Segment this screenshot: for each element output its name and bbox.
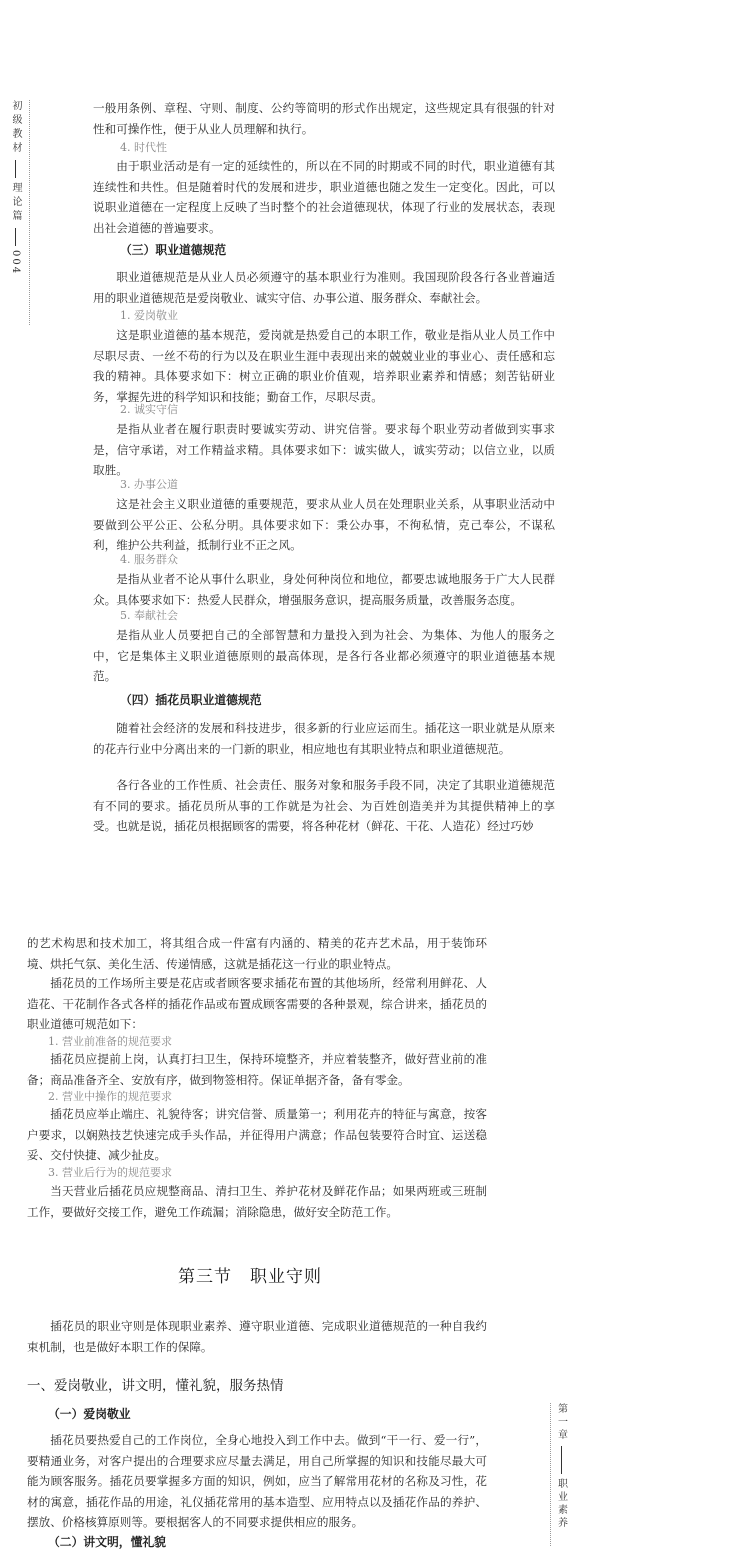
rule-3-paragraph: 当天营业后插花员应规整商品、清扫卫生、养护花材及鲜花作品；如果两班或三班制工作，要做好交接工作，避免工作疏漏；消除隐患，做好安全防范工作。 — [27, 1184, 487, 1219]
rule-heading: 1. 营业前准备的规范要求 — [48, 1035, 172, 1048]
heading-level-1: 一、爱岗敬业，讲文明，懂礼貌，服务热情 — [27, 1378, 284, 1394]
section-title: 第三节 职业守则 — [178, 1267, 322, 1287]
item-heading: 1. 爱岗敬业 — [120, 309, 178, 322]
section-4-paragraph-1: 随着社会经济的发展和科技进步，很多新的行业应运而生。插花这一职业就是从原来的花卉行业中分离出来的一门新的职业，相应地也有其职业特点和职业道德规范。 — [93, 721, 555, 756]
right-margin-tab — [553, 1403, 569, 1530]
chapter-title-label: 职业素养 — [555, 1478, 567, 1530]
rule-heading: 2. 营业中操作的规范要求 — [48, 1090, 172, 1103]
margin-dotted-rule — [550, 1403, 551, 1546]
item-1-paragraph: 这是职业道德的基本规范，爱岗就是热爱自己的本职工作，敬业是指从业人员工作中尽职尽责、一丝不苟的行为以及在职业生涯中表现出来的兢兢业业的事业心、责任感和忘我的精神。具体要求如下：树立正确的职业价值观，培养职业素养和情感；刻苦钻研业务，掌握先进的科学知识和技能；勤奋工作，尽职尽责。 — [93, 328, 555, 404]
subsection-heading-1: （一）爱岗敬业 — [48, 1407, 131, 1421]
section-heading-3: （三）职业道德规范 — [120, 243, 227, 257]
item-4-paragraph: 是指从业者不论从事什么职业，身处何种岗位和地位，都要忠诚地服务于广大人民群众。具体要求如下：热爱人民群众，增强服务意识，提高服务质量，改善服务态度。 — [93, 572, 555, 607]
item-heading: 2. 诚实守信 — [120, 403, 178, 416]
margin-divider — [561, 1446, 562, 1474]
subsection-heading-2: （二）讲文明，懂礼貌 — [48, 1535, 166, 1549]
section-3-paragraph: 职业道德规范是从业人员必须遵守的基本职业行为准则。我国现阶段各行各业普遍适用的职业道德规范是爱岗敬业、诚实守信、办事公道、服务群众、奉献社会。 — [93, 270, 555, 305]
paragraph-4: 由于职业活动是有一定的延续性的，所以在不同的时期或不同的时代，职业道德有其连续性和共性。但是随着时代的发展和进步，职业道德也随之发生一定变化。因此，可以说职业道德在一定程度上反映了当时整个的社会道德现状，体现了行业的发展状态，表现出社会道德的普遍要求。 — [93, 159, 555, 235]
item-heading: 4. 服务群众 — [120, 553, 178, 566]
item-heading: 5. 奉献社会 — [120, 609, 178, 622]
chapter-label: 第一章 — [555, 1403, 567, 1442]
section-intro-paragraph: 插花员的职业守则是体现职业素养、遵守职业道德、完成职业道德规范的一种自我约束机制，也是做好本职工作的保障。 — [27, 1319, 487, 1354]
rule-heading: 3. 营业后行为的规范要求 — [48, 1166, 172, 1179]
paragraph-intro: 一般用条例、章程、守则、制度、公约等简明的形式作出规定，这些规定具有很强的针对性和可操作性，便于从业人员理解和执行。 — [93, 101, 555, 136]
rule-1-paragraph: 插花员应提前上岗，认真打扫卫生，保持环境整齐，并应着装整齐，做好营业前的准备；商品准备齐全、安放有序，做到物签相符。保证单据齐备，备有零金。 — [27, 1052, 487, 1087]
item-heading: 4. 时代性 — [120, 141, 167, 154]
item-5-paragraph: 是指从业人员要把自己的全部智慧和力量投入到为社会、为集体、为他人的服务之中，它是集体主义职业道德原则的最高体现，是各行各业都必须遵守的职业道德基本规范。 — [93, 628, 555, 683]
subsection-1-paragraph: 插花员要热爱自己的工作岗位，全身心地投入到工作中去。做到“干一行、爱一行”，要精通业务，对客户提出的合理要求应尽量去满足，用自己所掌握的知识和技能尽最大可能为顾客服务。插花员要掌握多方面的知识，例如，应当了解常用花材的名称及习性，花材的寓意，插花作品的用途，礼仪插花常用的基本造型、应用特点以及插花作品的养护、摆放、价格核算原则等。要根据客人的不同要求提供相应的服务。 — [27, 1433, 487, 1529]
section-4-paragraph-2: 各行各业的工作性质、社会责任、服务对象和服务手段不同，决定了其职业道德规范有不同的要求。插花员所从事的工作就是为社会、为百姓创造美并为其提供精神上的享受。也就是说，插花员根据顾客的需要，将各种花材（鲜花、干花、人造花）经过巧妙 — [93, 778, 555, 833]
section-heading-4: （四）插花员职业道德规范 — [120, 693, 262, 707]
page-number: 004 — [10, 250, 21, 276]
item-heading: 3. 办事公道 — [120, 478, 178, 491]
rule-2-paragraph: 插花员应举止端庄、礼貌待客；讲究信誉、质量第一；利用花卉的特征与寓意，按客户要求，以娴熟技艺快速完成手头作品，并征得用户满意；作品包装要符合时宜、运送稳妥、交付快捷、减少扯皮。 — [27, 1107, 487, 1162]
part-label: 理论篇 — [10, 182, 21, 224]
continued-paragraph: 的艺术构思和技术加工，将其组合成一件富有内涵的、精美的花卉艺术品，用于装饰环境、烘托气氛、美化生活、传递情感，这就是插花这一行业的职业特点。 — [27, 936, 487, 971]
workplace-paragraph: 插花员的工作场所主要是花店或者顾客要求插花布置的其他场所，经常利用鲜花、人造花、干花制作各式各样的插花作品或布置成顾客需要的各种景观，综合讲来，插花员的职业道德可规范如下： — [27, 976, 487, 1031]
item-2-paragraph: 是指从业者在履行职责时要诚实劳动、讲究信誉。要求每个职业劳动者做到实事求是，信守承诺，对工作精益求精。具体要求如下：诚实做人，诚实劳动；以信立业，以质取胜。 — [93, 422, 555, 477]
item-3-paragraph: 这是社会主义职业道德的重要规范，要求从业人员在处理职业关系，从事职业活动中要做到公平公正、公私分明。具体要求如下：秉公办事，不徇私情，克己奉公，不谋私利，维护公共利益，抵制行业不正之风。 — [93, 497, 555, 552]
book-level-label: 初级教材 — [10, 100, 21, 156]
